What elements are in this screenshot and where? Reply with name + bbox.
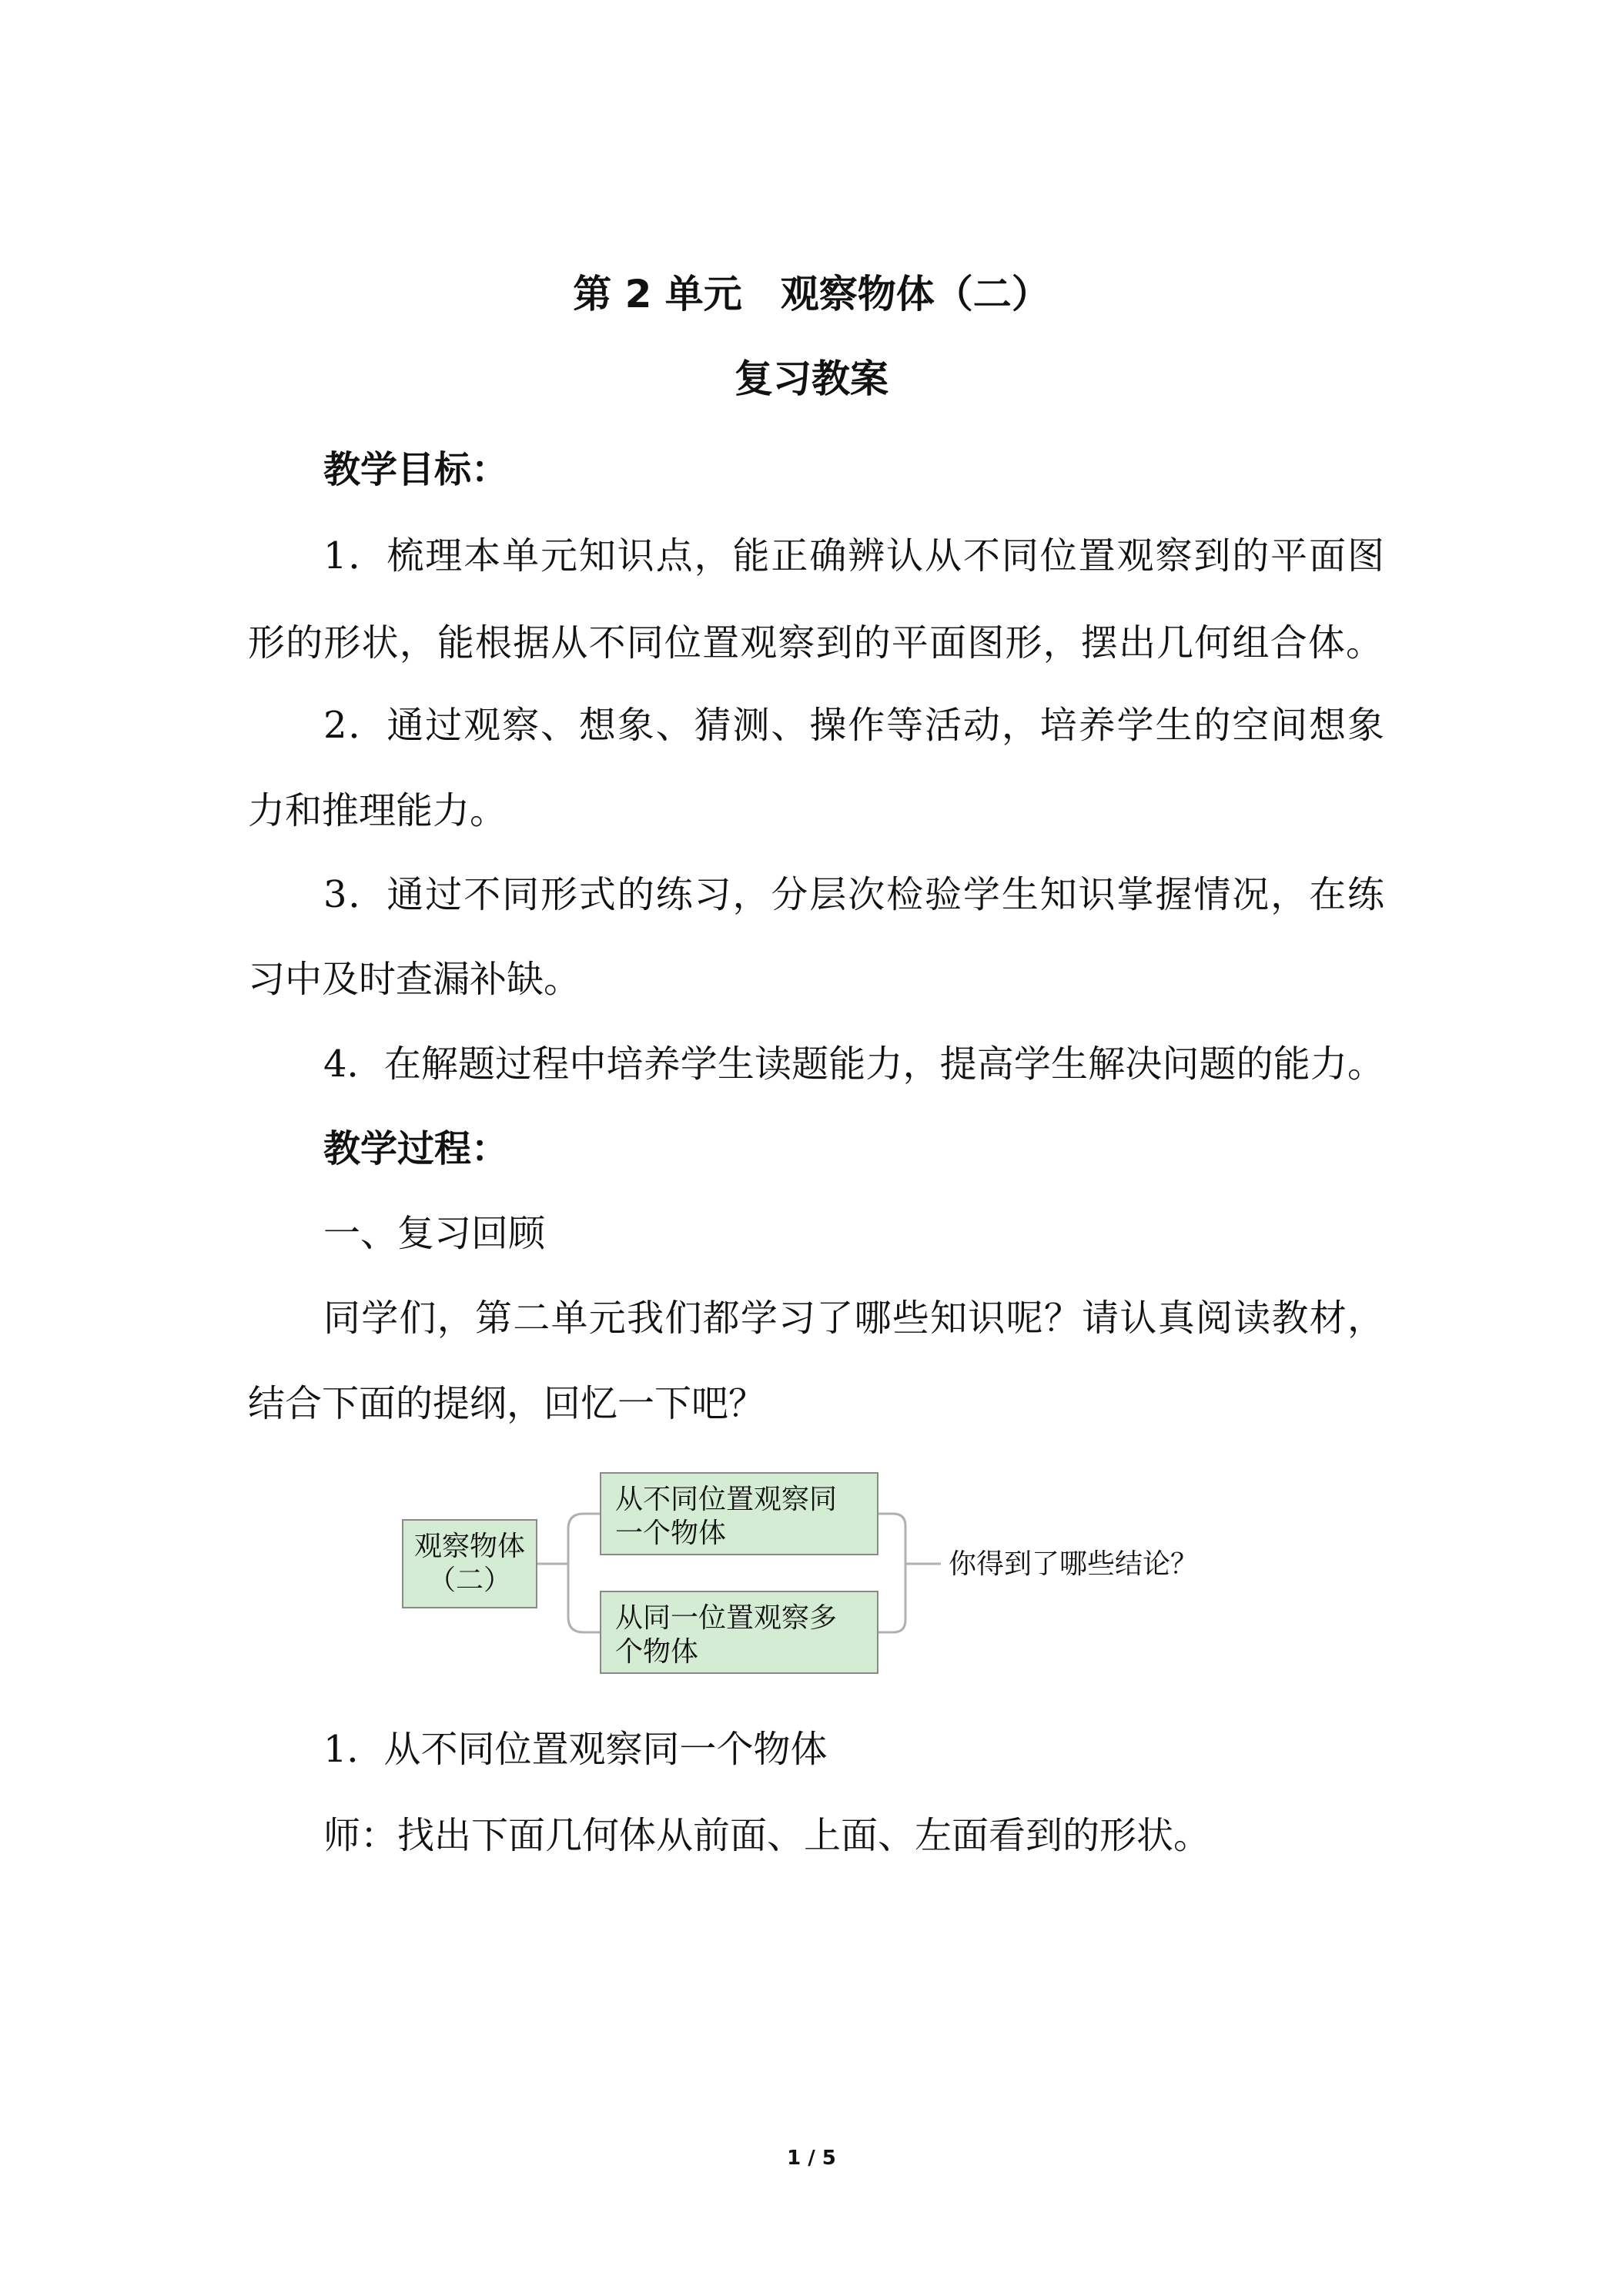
diagram-branch-b-line-1: 从同一位置观察多 (615, 1602, 838, 1634)
objective-2-line-1: 2．通过观察、想象、猜测、操作等活动，培养学生的空间想象 (323, 704, 1384, 747)
process-heading: 教学过程： (323, 1127, 509, 1170)
diagram-conclusion: 你得到了哪些结论？ (949, 1548, 1199, 1580)
section-review-heading: 一、复习回顾 (323, 1212, 546, 1255)
diagram-branch-a-line-2: 一个物体 (615, 1518, 727, 1549)
connector-left-bracket (568, 1514, 584, 1632)
page-number: 1 / 5 (787, 2147, 836, 2170)
diagram-root-line-2: （二） (427, 1565, 511, 1596)
intro-line-1: 同学们，第二单元我们都学习了哪些知识呢？请认真阅读教材， (323, 1297, 1384, 1340)
objectives-heading: 教学目标： (323, 448, 509, 491)
objective-1-line-2: 形的形状，能根据从不同位置观察到的平面图形，摆出几何组合体。 (248, 621, 1383, 664)
objective-2-line-2: 力和推理能力。 (248, 789, 507, 832)
connector-right-bracket (878, 1514, 905, 1632)
objective-3-line-2: 习中及时查漏补缺。 (248, 958, 581, 1001)
diagram-branch-b-box (600, 1591, 878, 1674)
objective-4-line-1: 4．在解题过程中培养学生读题能力，提高学生解决问题的能力。 (323, 1043, 1384, 1086)
diagram-branch-a-box (600, 1472, 878, 1555)
objective-3-line-1: 3．通过不同形式的练习，分层次检验学生知识掌握情况，在练 (323, 873, 1384, 916)
diagram-branch-b-line-2: 个物体 (615, 1636, 699, 1668)
diagram-root-line-1: 观察物体 (413, 1531, 525, 1562)
objective-1-line-1: 1．梳理本单元知识点，能正确辨认从不同位置观察到的平面图 (323, 534, 1384, 577)
teacher-instruction: 师：找出下面几何体从前面、上面、左面看到的形状。 (323, 1814, 1211, 1857)
intro-line-2: 结合下面的提纲，回忆一下吧？ (248, 1382, 766, 1425)
diagram-root-box (402, 1519, 537, 1608)
diagram-branch-a-line-1: 从不同位置观察同 (615, 1484, 838, 1515)
page-subtitle: 复习教案 (735, 356, 888, 401)
page-title: 第 2 单元 观察物体（二） (573, 272, 1050, 316)
subsection-1-heading: 1．从不同位置观察同一个物体 (323, 1728, 828, 1771)
